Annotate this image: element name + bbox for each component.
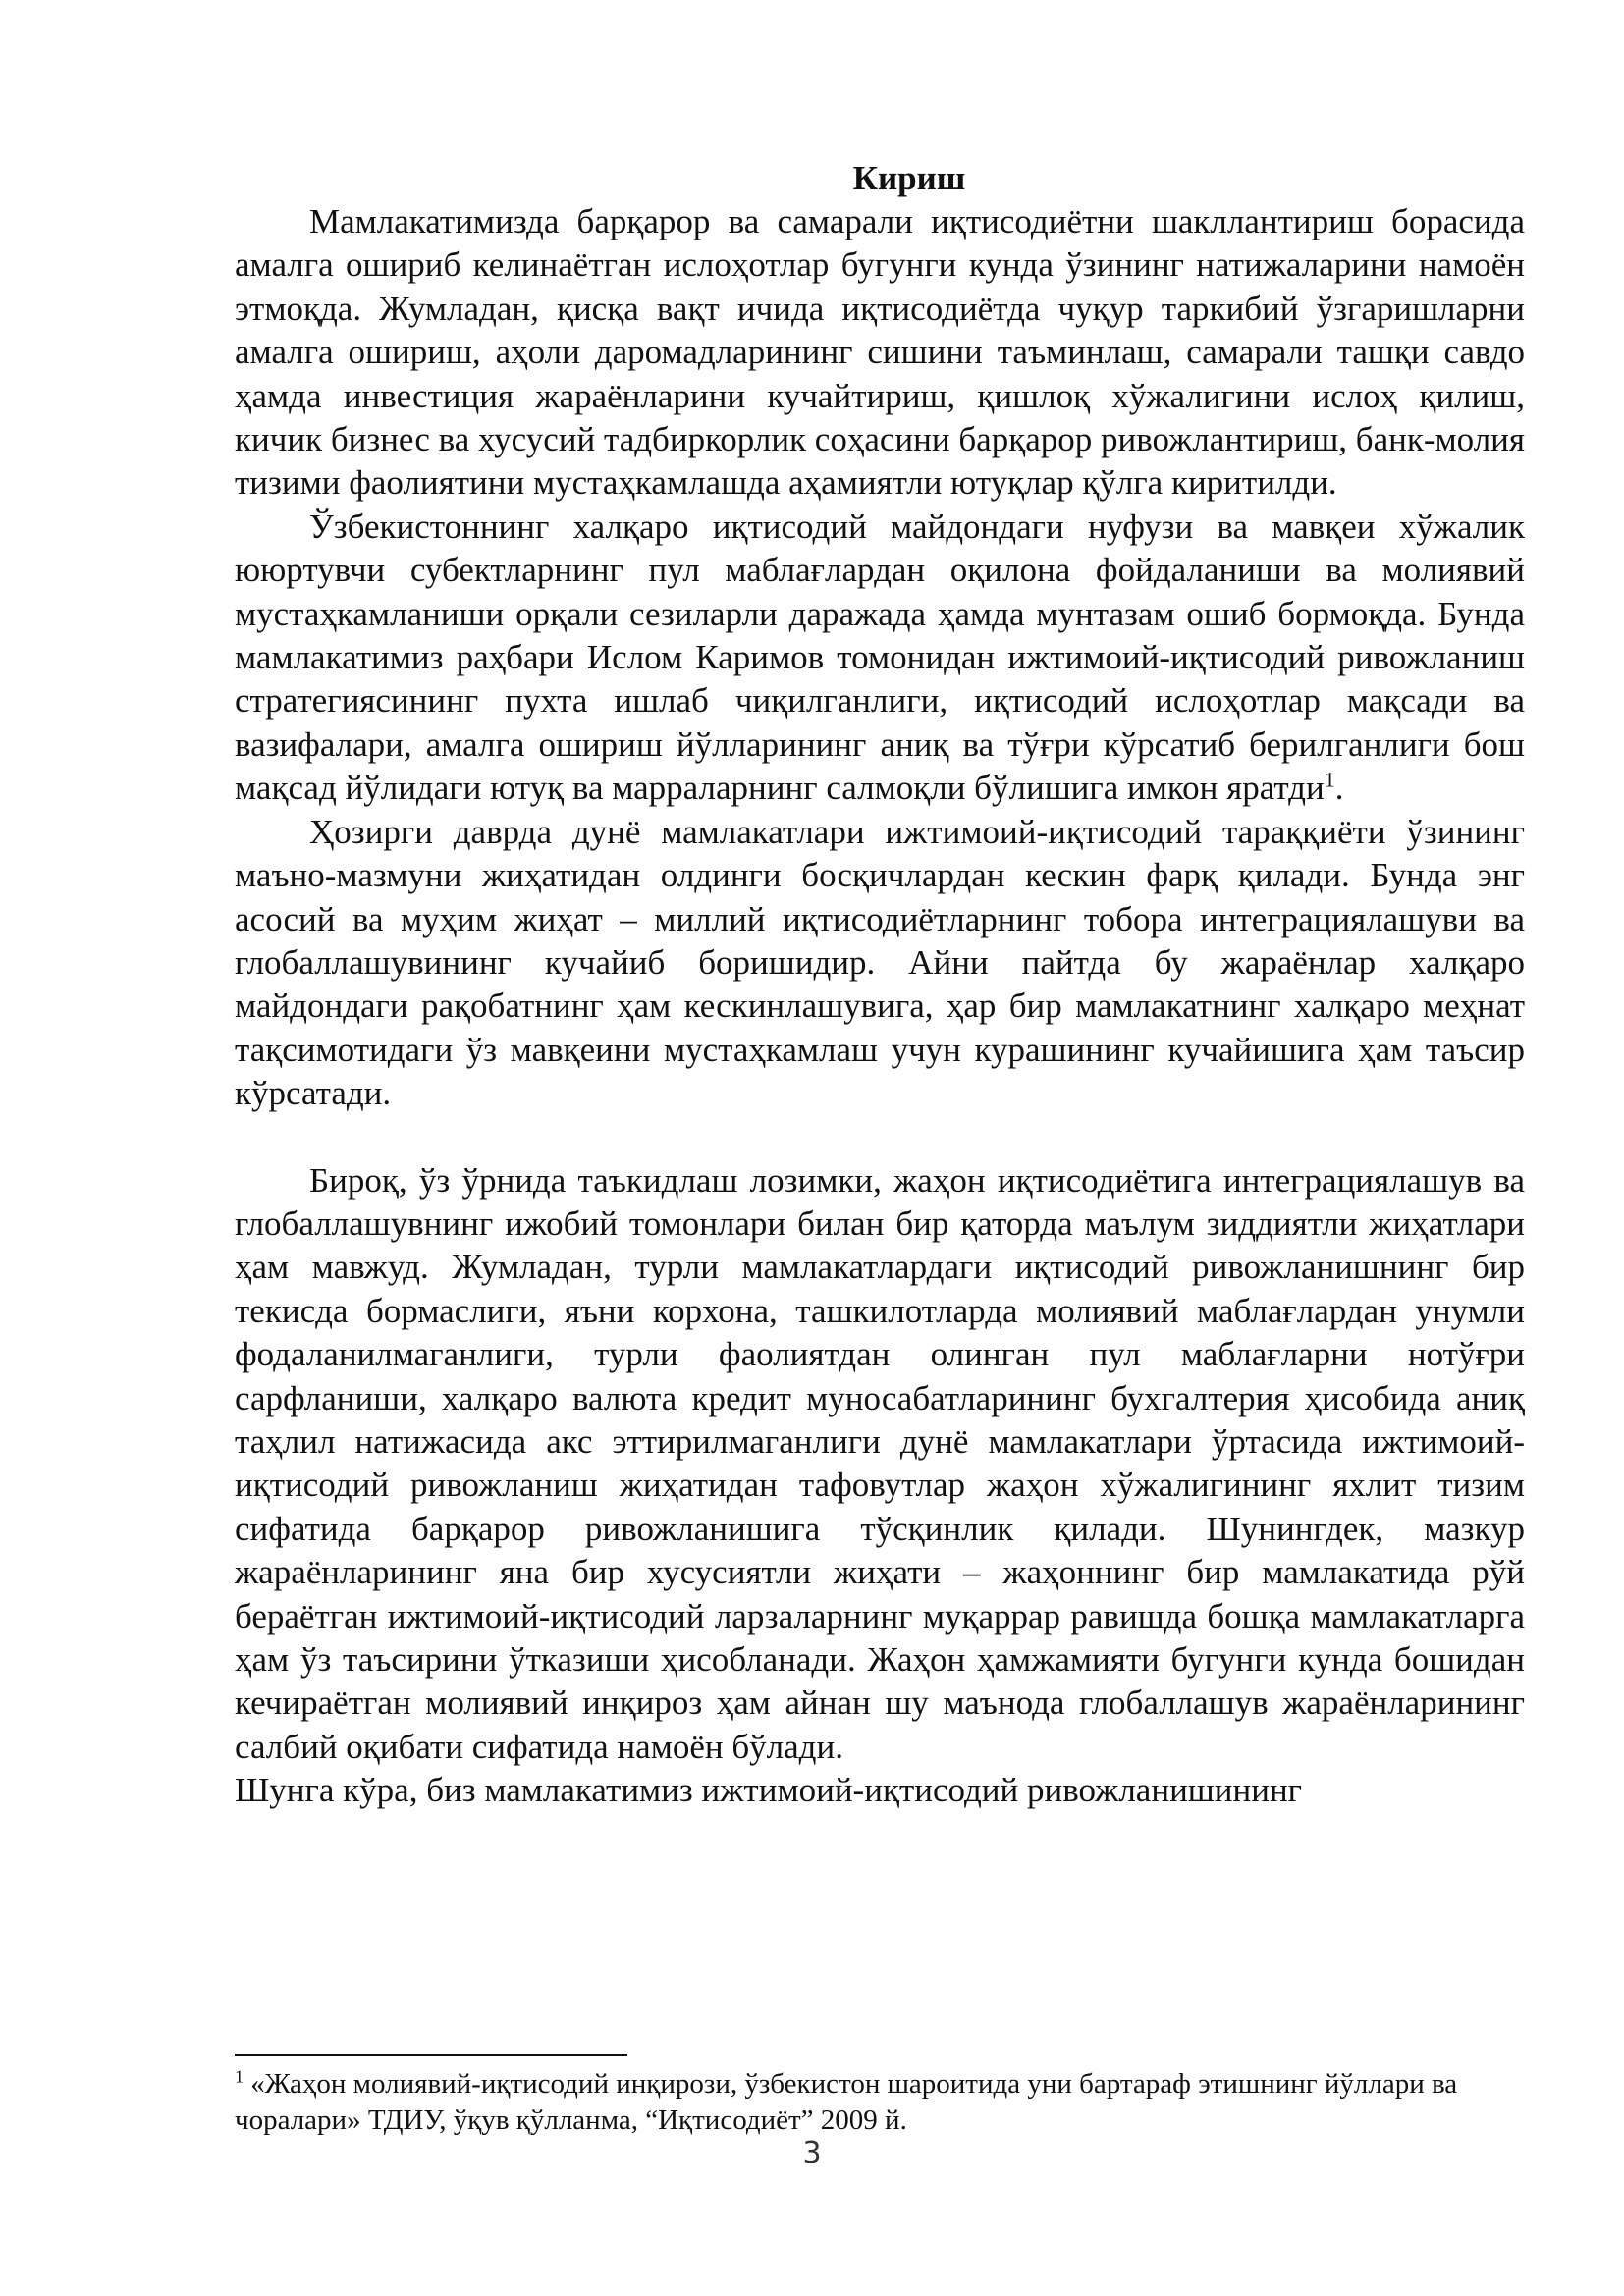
footnote-reference: 1 (1324, 767, 1335, 792)
paragraph-4: Бироқ, ўз ўрнида таъкидлаш лозимки, жаҳон иқтисодиётига интеграциялашув ва глобаллашувнинг ижобий томонлари билан бир қаторда маълум зиддиятли жиҳатлари ҳам мавжуд. Жумладан, турли мамлакатлардаги иқтисодий ривожланишнинг бир текисда бормаслиги, яъни корхона, ташкилотларда молиявий маблағлардан унумли фодаланилмаганлиги, турли фаолиятдан олинган пул маблағларни нотўғри сарфланиши, халқаро валюта кредит муносабатларининг бухгалтерия ҳисобида аниқ таҳлил натижасида акс эттирилмаганлиги дунё мамлакатлари ўртасида ижтимоий-иқтисодий ривожланиш жиҳатидан тафовутлар жаҳон хўжалигининг яхлит тизим сифатида барқарор ривожланишига тўсқинлик қилади. Шунингдек, мазкур жараёнларининг яна бир хусусиятли жиҳати – жаҳоннинг бир мамлакатида рўй бераётган ижтимоий-иқтисодий ларзаларнинг муқаррар равишда бошқа мамлакатларга ҳам ўз таъсирини ўтказиши ҳисобланади. Жаҳон ҳамжамияти бугунги кунда бошидан кечираётган молиявий инқироз ҳам айнан шу маънода глобаллашув жараёнларининг салбий оқибати сифатида намоён бўлади. (235, 1160, 1525, 1766)
paragraph-gap (235, 1116, 1525, 1159)
footnote-marker: 1 (235, 2066, 244, 2087)
paragraph-2 (235, 506, 1525, 811)
footnote (235, 2066, 1525, 2139)
section-heading: Кириш (852, 159, 966, 197)
paragraph-2-text: Ўзбекистоннинг халқаро иқтисодий майдондаги нуфузи ва мавқеи хўжалик ююртувчи субектларнинг пул маблағлардан оқилона фойдаланиши ва молиявий мустаҳкамланиши орқали сезиларли даражада ҳамда мунтазам ошиб бормоқда. Бунда мамлакатимиз раҳбари Ислом Каримов томонидан ижтимоий-иқтисодий ривожланиш стратегиясининг пухта ишлаб чиқилганлиги, иқтисодий ислоҳотлар мақсади ва вазифалари, амалга ошириш йўлларининг аниқ ва тўғри кўрсатиб берилганлиги бош мақсад йўлидаги ютуқ ва марраларнинг салмоқли бўлишига имкон яратди (235, 507, 1525, 808)
paragraph-5: Шунга кўра, биз мамлакатимиз ижтимоий-иқтисодий ривожланишининг (235, 1771, 1303, 1810)
page-number: 3 (802, 2136, 822, 2170)
page-body (235, 157, 1525, 1813)
paragraph-3: Ҳозирги даврда дунё мамлакатлари ижтимоий-иқтисодий тараққиёти ўзининг маъно-мазмуни жиҳатидан олдинги босқичлардан кескин фарқ қилади. Бунда энг асосий ва муҳим жиҳат – миллий иқтисодиётларнинг тобора интеграциялашуви ва глобаллашувининг кучайиб боришидир. Айни пайтда бу жараёнлар халқаро майдондаги рақобатнинг ҳам кескинлашувига, ҳар бир мамлакатнинг халқаро меҳнат тақсимотидаги ўз мавқеини мустаҳкамлаш учун курашининг кучайишига ҳам таъсир кўрсатади. (235, 812, 1525, 1113)
paragraph-2-end: . (1334, 769, 1344, 808)
footnote-text: «Жаҳон молиявий-иқтисодий инқирози, ўзбекистон шароитида уни бартараф этишнинг йўллари ва чоралари» ТДИУ, ўқув қўлланма, “Иқтисодиёт” 2009 й. (235, 2068, 1458, 2136)
footnote-separator (235, 2054, 627, 2056)
paragraph-1: Мамлакатимизда барқарор ва самарали иқтисодиётни шакллантириш борасида амалга ошириб келинаётган ислоҳотлар бугунги кунда ўзининг натижаларини намоён этмоқда. Жумладан, қисқа вақт ичида иқтисодиётда чуқур таркибий ўзгаришларни амалга ошириш, аҳоли даромадларининг сишини таъминлаш, самарали ташқи савдо ҳамда инвестиция жараёнларини кучайтириш, қишлоқ хўжалигини ислоҳ қилиш, кичик бизнес ва хусусий тадбиркорлик соҳасини барқарор ривожлантириш, банк-молия тизими фаолиятини мустаҳкамлашда аҳамиятли ютуқлар қўлга киритилди. (235, 202, 1525, 503)
